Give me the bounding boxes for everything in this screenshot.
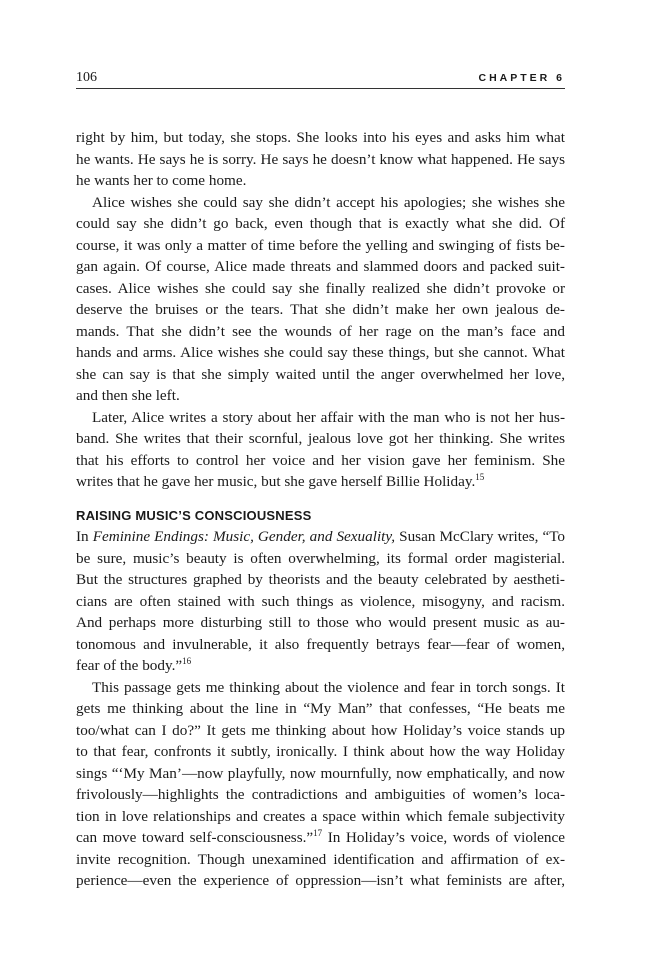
text-run: Susan McClary writes, “To xyxy=(395,528,565,545)
footnote-marker: 16 xyxy=(182,656,192,666)
text-run: can move toward self-consciousness.” xyxy=(76,829,314,846)
text-line xyxy=(76,526,565,548)
footnote-marker: 15 xyxy=(475,472,485,482)
text-line: invite recognition. Though unexamined identification and affirmation of ex- xyxy=(76,850,565,868)
paragraph xyxy=(76,407,565,493)
text-line: And perhaps more disturbing still to those who would present music as au- xyxy=(76,614,565,631)
text-line: tonomous and invulnerable, it also frequently betrays fear—fear of women, xyxy=(76,635,565,653)
text-line xyxy=(76,655,565,677)
text-line: This passage gets me thinking about the violence and fear in torch songs. It xyxy=(92,678,565,696)
paragraph xyxy=(76,192,565,407)
text-line: hands and arms. Alice wishes she could say these things, but she cannot. What xyxy=(76,344,565,361)
chapter-label: CHAPTER 6 xyxy=(478,72,565,84)
text-line: course, it was only a matter of time before the yelling and swinging of fists be- xyxy=(76,236,565,254)
text-line: be sure, music’s beauty is often overwhelming, its formal order magisterial. xyxy=(76,549,565,567)
text-line: tion in love relationships and creates a space within which female subjectivity xyxy=(76,807,565,825)
footnote-marker: 17 xyxy=(313,828,323,838)
text-line: Alice wishes she could say she didn’t accept his apologies; she wishes she xyxy=(92,193,565,211)
text-line: Later, Alice writes a story about her affair with the man who is not her hus- xyxy=(92,408,565,426)
text-line: perience—even the experience of oppression—isn’t what feminists are after, xyxy=(76,872,565,889)
text-run: In xyxy=(76,528,93,545)
text-line: gan again. Of course, Alice made threats and slammed doors and packed suit- xyxy=(76,258,565,275)
book-title: Feminine Endings: Music, Gender, and Sexuality, xyxy=(92,528,396,545)
page-body xyxy=(76,127,565,892)
text-line: he wants her to come home. xyxy=(76,172,247,189)
section-heading: RAISING MUSIC’S CONSCIOUSNESS xyxy=(76,507,312,523)
text-run: fear of the body.” xyxy=(76,657,183,674)
text-line: deserve the bruises or the tears. That she didn’t make her own jealous de- xyxy=(76,301,565,318)
running-header xyxy=(76,70,565,89)
text-line: she can say is that she simply waited until the anger overwhelmed her love, xyxy=(76,365,565,383)
paragraph xyxy=(76,677,565,892)
paragraph xyxy=(76,127,565,192)
text-line: too/what can I do?” It gets me thinking about how Holiday’s voice stands up xyxy=(76,721,565,739)
text-line: that his efforts to control her voice and her vision gave her feminism. She xyxy=(76,451,565,469)
text-line: to that fear, confronts it subtly, ironically. I think about how the way Holiday xyxy=(76,743,565,760)
text-line xyxy=(76,471,565,493)
text-line: mands. That she didn’t see the wounds of her rage on the man’s face and xyxy=(76,322,565,340)
text-run: In Holiday’s voice, words of violence xyxy=(322,829,565,846)
text-line: and then she left. xyxy=(76,387,180,404)
text-line: gets me thinking about the line in “My Man” that confesses, “He beats me xyxy=(76,700,565,717)
text-line: cases. Alice wishes she could say she finally realized she didn’t provoke or xyxy=(76,279,565,297)
text-line: right by him, but today, she stops. She looks into his eyes and asks him what xyxy=(76,129,565,146)
text-line: frivolously—highlights the contradictions and ambiguities of women’s loca- xyxy=(76,786,565,803)
text-line: But the structures graphed by theorists and the beauty celebrated by aestheti- xyxy=(76,571,565,588)
text-line: could say she didn’t go back, even though that is exactly what she did. Of xyxy=(76,215,565,232)
text-line: he wants. He says he is sorry. He says he doesn’t know what happened. He says xyxy=(76,150,565,168)
paragraph xyxy=(76,526,565,677)
text-line: sings “‘My Man’—now playfully, now mournfully, now emphatically, and now xyxy=(76,764,565,782)
text-line: band. She writes that their scornful, jealous love got her thinking. She writes xyxy=(76,430,565,447)
page-number: 106 xyxy=(76,70,97,85)
text-run: writes that he gave her music, but she gave herself Billie Holiday. xyxy=(76,473,476,490)
text-line xyxy=(76,827,565,849)
text-line: cians are often stained with such things as violence, misogyny, and racism. xyxy=(76,592,565,610)
